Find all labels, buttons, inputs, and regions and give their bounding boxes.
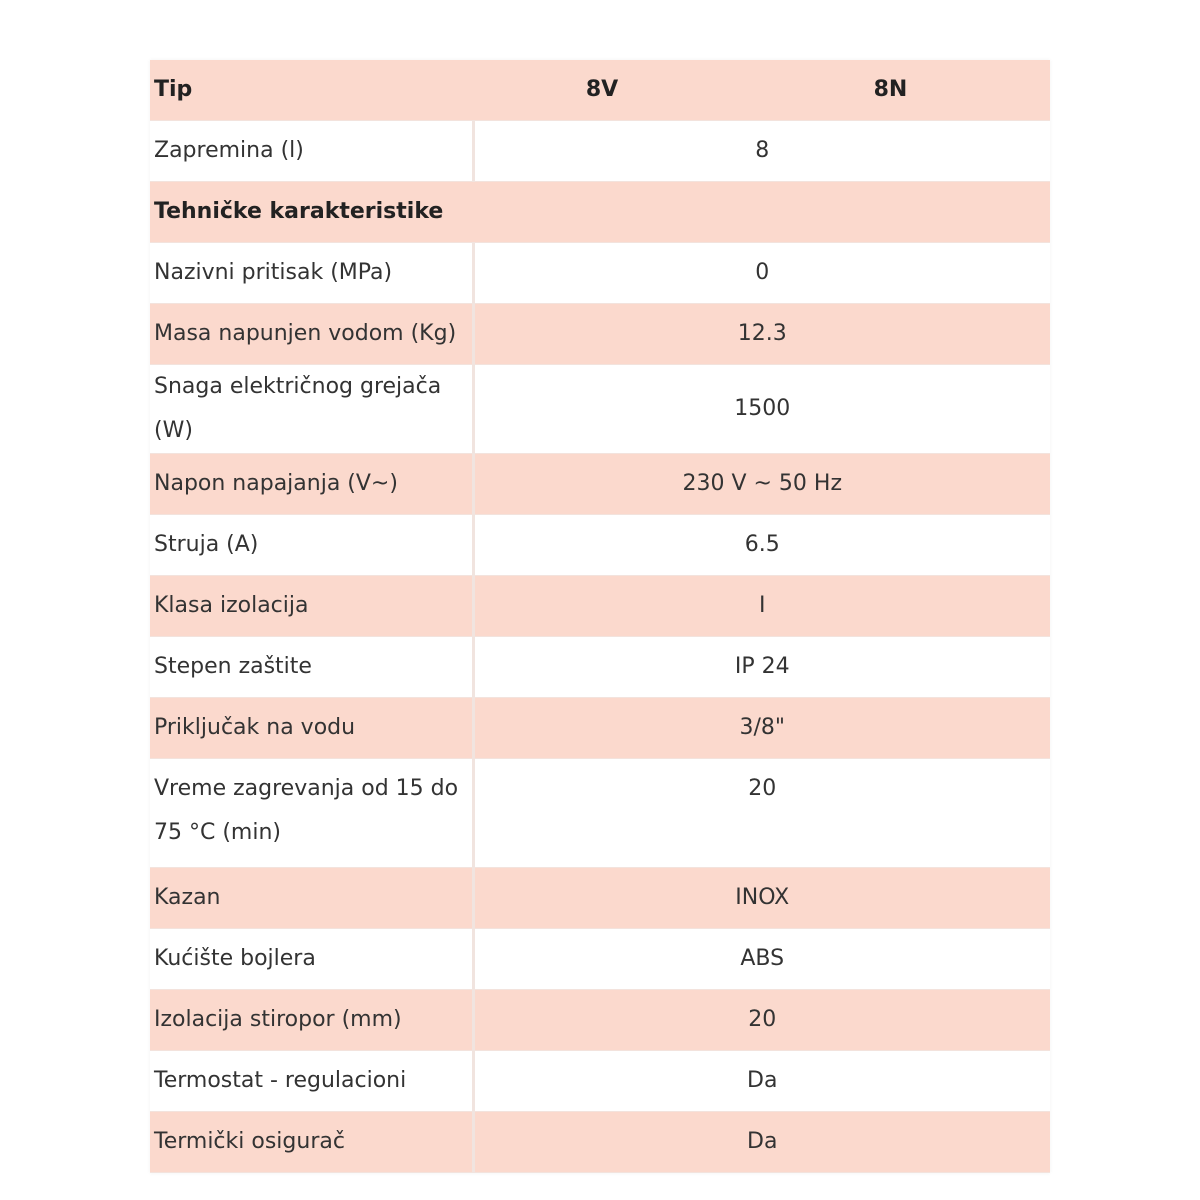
row-label: Izolacija stiropor (mm): [150, 990, 473, 1051]
row-label: Snaga električnog grejača (W): [150, 365, 473, 454]
row-value: 0: [473, 243, 1050, 304]
row-value: INOX: [473, 868, 1050, 929]
table-row: [150, 759, 1050, 868]
header-row: [150, 60, 1050, 121]
row-label: Struja (A): [150, 515, 473, 576]
row-value: Da: [473, 1051, 1050, 1112]
row-value: 1500: [473, 365, 1050, 454]
row-value: Da: [473, 1112, 1050, 1173]
table-row: [150, 698, 1050, 759]
table-row: [150, 576, 1050, 637]
row-value: 20: [473, 990, 1050, 1051]
row-value: 12.3: [473, 304, 1050, 365]
row-value: ABS: [473, 929, 1050, 990]
row-value: 230 V ~ 50 Hz: [473, 454, 1050, 515]
table-row: [150, 1051, 1050, 1112]
row-label: Kazan: [150, 868, 473, 929]
table-row: [150, 929, 1050, 990]
row-label: Termički osigurač: [150, 1112, 473, 1173]
row-value: 6.5: [473, 515, 1050, 576]
row-value: 3/8": [473, 698, 1050, 759]
row-label: Vreme zagrevanja od 15 do 75 °C (min): [150, 759, 473, 868]
table-row: [150, 637, 1050, 698]
row-label: Termostat - regulacioni: [150, 1051, 473, 1112]
row-label: Masa napunjen vodom (Kg): [150, 304, 473, 365]
header-8v: 8V: [473, 60, 727, 121]
table-row: [150, 121, 1050, 182]
spec-table: [150, 60, 1050, 1173]
section-title: Tehničke karakteristike: [150, 182, 1050, 243]
table-row: [150, 304, 1050, 365]
header-tip: Tip: [150, 60, 473, 121]
row-label: Stepen zaštite: [150, 637, 473, 698]
row-label: Kućište bojlera: [150, 929, 473, 990]
row-label: Napon napajanja (V~): [150, 454, 473, 515]
table-row: [150, 868, 1050, 929]
row-label: Nazivni pritisak (MPa): [150, 243, 473, 304]
row-value: 8: [473, 121, 1050, 182]
row-label: Priključak na vodu: [150, 698, 473, 759]
table-row: [150, 1112, 1050, 1173]
table-row: [150, 454, 1050, 515]
header-8n: 8N: [727, 60, 1050, 121]
section-row: [150, 182, 1050, 243]
row-value: 20: [473, 759, 1050, 868]
table-row: [150, 990, 1050, 1051]
row-value: I: [473, 576, 1050, 637]
row-label: Klasa izolacija: [150, 576, 473, 637]
table-row: [150, 243, 1050, 304]
row-value: IP 24: [473, 637, 1050, 698]
table-row: [150, 365, 1050, 454]
table-row: [150, 515, 1050, 576]
row-label: Zapremina (l): [150, 121, 473, 182]
